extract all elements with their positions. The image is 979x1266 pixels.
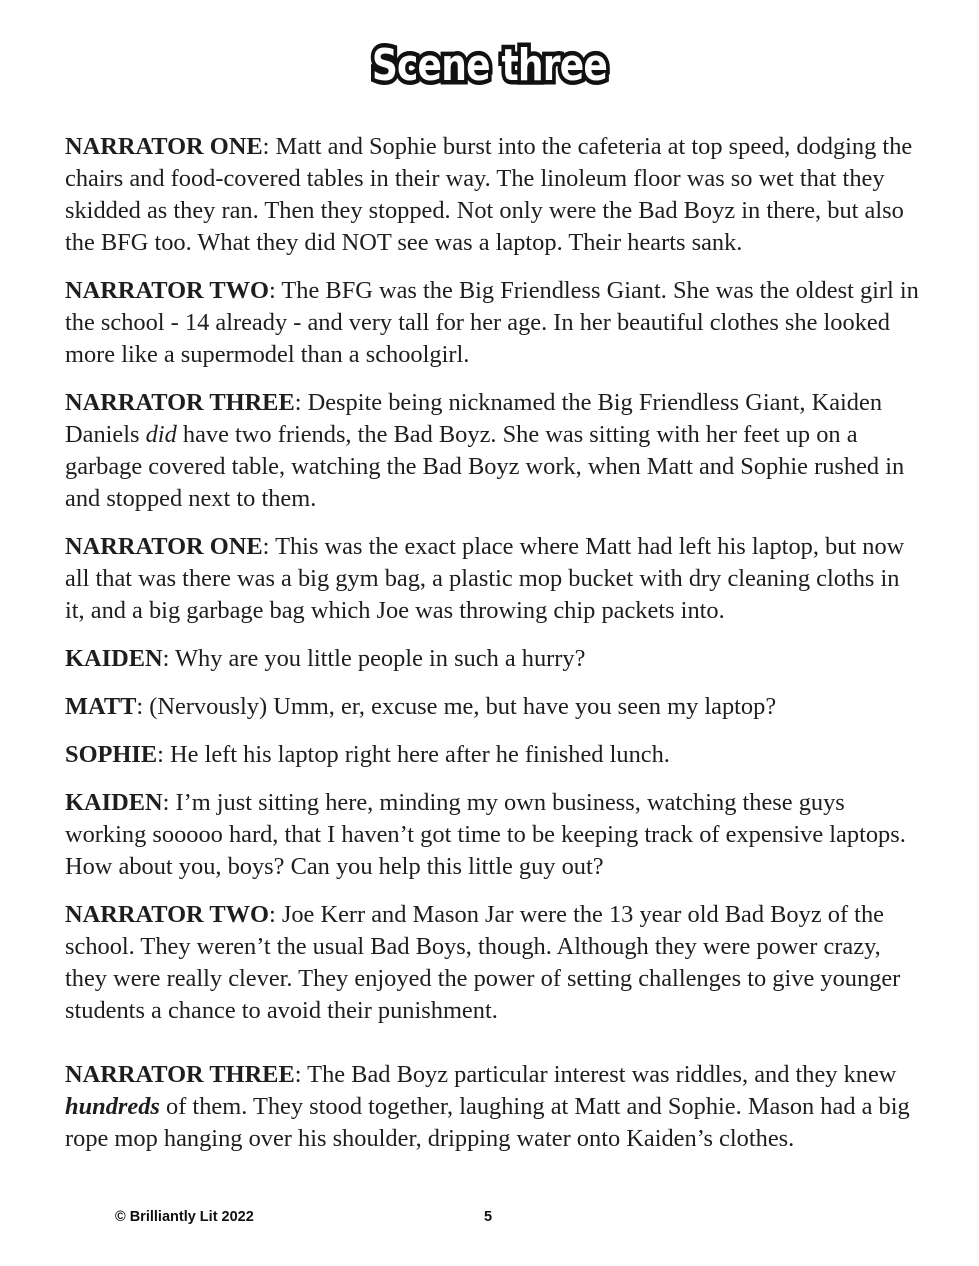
dialogue-text: : The BFG was the Big Friendless Giant. She was the oldest girl in the school - 14 already - and very tall for her age. In her beautiful clothes she looked more like a supermodel than a schoolgirl. <box>65 277 919 368</box>
script-paragraph <box>65 899 925 1027</box>
title-area <box>0 40 979 91</box>
script-paragraph <box>65 531 925 627</box>
speaker-name: KAIDEN <box>65 645 163 672</box>
dialogue-text: : The Bad Boyz particular interest was riddles, and they knew <box>294 1061 897 1088</box>
speaker-name: NARRATOR THREE <box>65 1061 295 1088</box>
dialogue-text: : Why are you little people in such a hurry? <box>162 645 586 672</box>
dialogue-text: : (Nervously) Umm, er, excuse me, but have you seen my laptop? <box>136 693 777 720</box>
script-body <box>65 131 925 1171</box>
script-paragraph <box>65 131 925 259</box>
dialogue-text: : I’m just sitting here, minding my own business, watching these guys working sooooo hard, that I haven’t got time to be keeping track of expensive laptops. How about you, boys? Can you help this little guy out? <box>65 789 906 880</box>
page-title: Scene three <box>371 40 608 91</box>
speaker-name: SOPHIE <box>65 741 158 768</box>
dialogue-text: have two friends, the Bad Boyz. She was sitting with her feet up on a garbage covered table, watching the Bad Boyz work, when Matt and Sophie rushed in and stopped next to them. <box>65 421 905 512</box>
dialogue-text: : This was the exact place where Matt had left his laptop, but now all that was there was a big gym bag, a plastic mop bucket with dry cleaning cloths in it, and a big garbage bag which Joe was throwing chip packets into. <box>65 533 905 624</box>
speaker-name: NARRATOR TWO <box>65 901 269 928</box>
dialogue-text: : Matt and Sophie burst into the cafeteria at top speed, dodging the chairs and food-covered tables in their way. The linoleum floor was so wet that they skidded as they ran. Then they stopped. Not only were the Bad Boyz in there, but also the BFG too. What they did NOT see was a laptop. Their hearts sank. <box>65 133 913 256</box>
dialogue-text: : Joe Kerr and Mason Jar were the 13 year old Bad Boyz of the school. They weren’t the usual Bad Boys, though. Although they were power crazy, they were really clever. They enjoyed the power of setting challenges to give younger students a chance to avoid their punishment. <box>65 901 901 1024</box>
script-paragraph <box>65 643 925 675</box>
dialogue-text: : Despite being nicknamed the Big Friendless Giant, Kaiden Daniels <box>65 389 883 448</box>
speaker-name: KAIDEN <box>65 789 163 816</box>
script-paragraph <box>65 691 925 723</box>
script-paragraph <box>65 787 925 883</box>
emphasis-text: did <box>145 421 177 448</box>
page-number: 5 <box>484 1209 493 1225</box>
footer-copyright: © Brilliantly Lit 2022 <box>115 1209 254 1225</box>
speaker-name: NARRATOR ONE <box>65 533 263 560</box>
dialogue-text: : He left his laptop right here after he finished lunch. <box>157 741 670 768</box>
script-paragraph <box>65 275 925 371</box>
speaker-name: MATT <box>65 693 137 720</box>
script-paragraph <box>65 1059 925 1155</box>
script-paragraph <box>65 387 925 515</box>
speaker-name: NARRATOR THREE <box>65 389 295 416</box>
dialogue-text: of them. They stood together, laughing at Matt and Sophie. Mason had a big rope mop hanging over his shoulder, dripping water onto Kaiden’s clothes. <box>65 1093 910 1152</box>
speaker-name: NARRATOR ONE <box>65 133 263 160</box>
speaker-name: NARRATOR TWO <box>65 277 269 304</box>
script-paragraph <box>65 739 925 771</box>
emphasis-text: hundreds <box>65 1093 160 1120</box>
